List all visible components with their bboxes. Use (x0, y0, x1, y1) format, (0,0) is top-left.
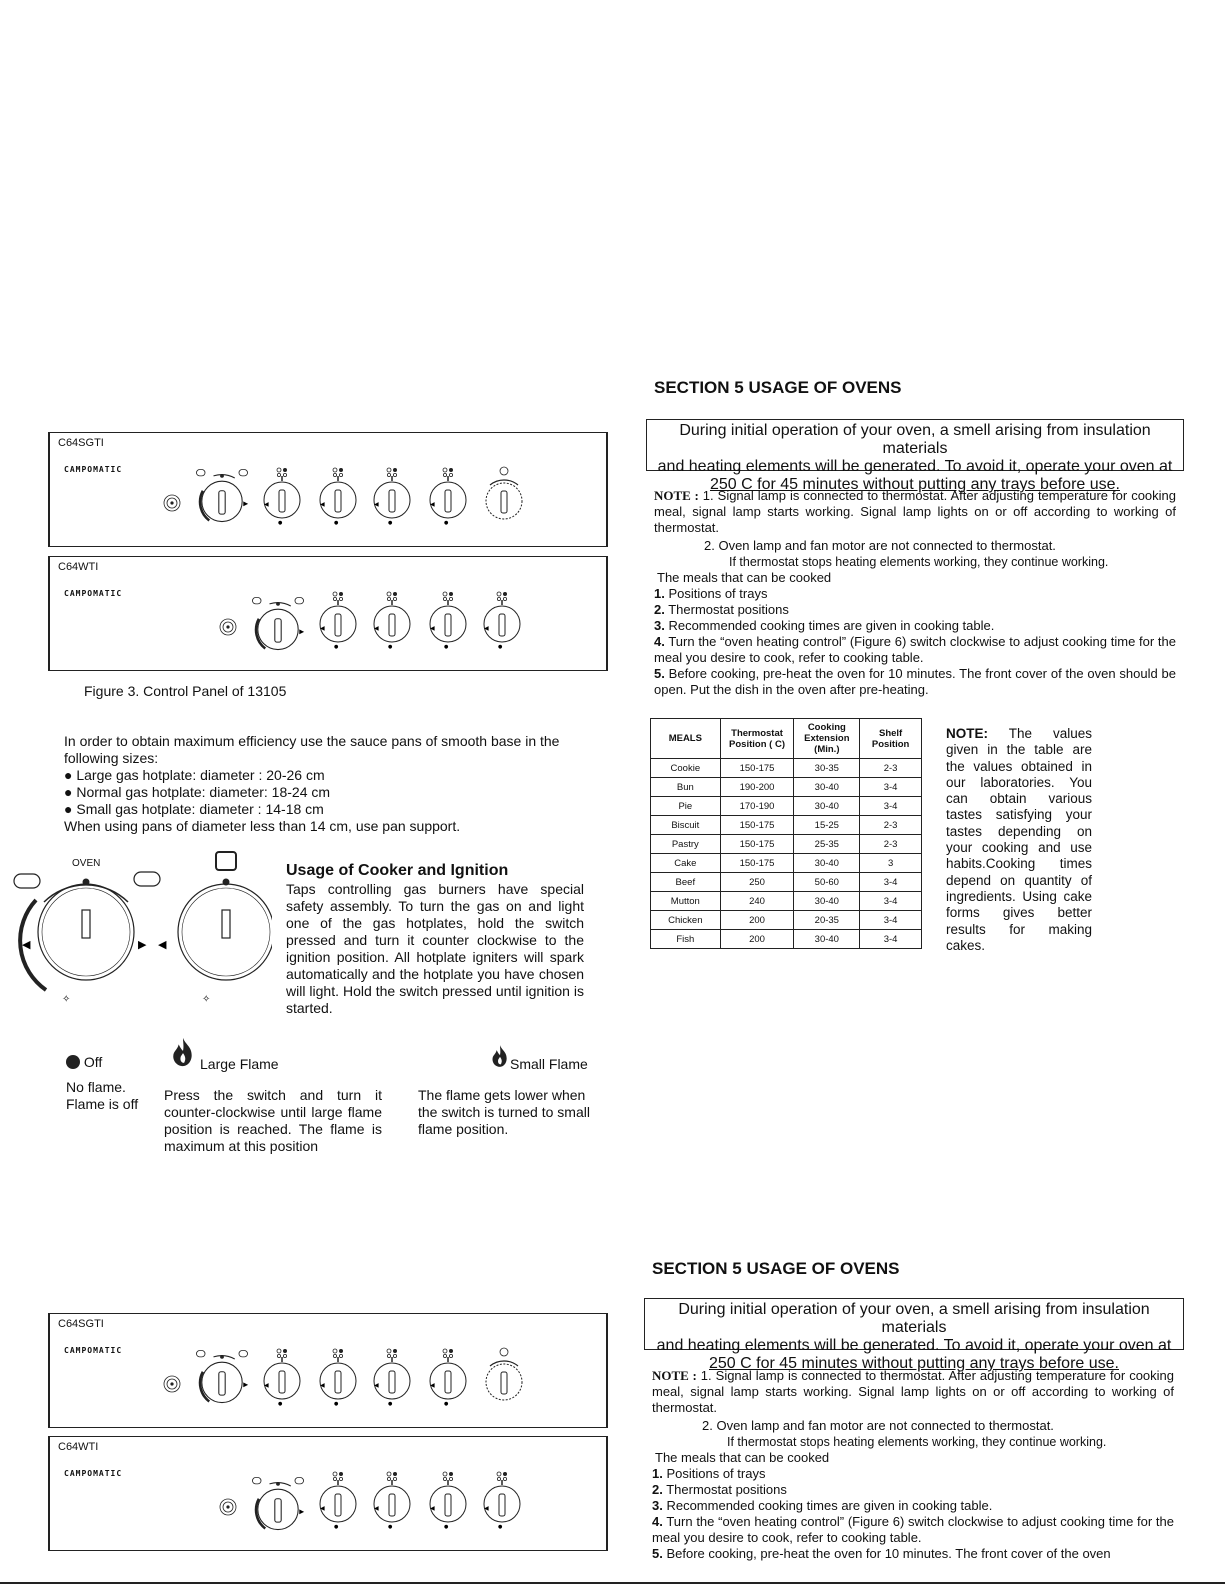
small-flame-text: The flame gets lower when the switch is turned to small flame position. (418, 1087, 590, 1137)
svg-text:✧: ✧ (62, 994, 71, 1005)
table-row: Biscuit 150-175 15-25 2-3 (651, 816, 922, 835)
igniter-icon (218, 1497, 238, 1517)
table-row: Fish 200 30-40 3-4 (651, 930, 922, 949)
burner-knob-icon (372, 1469, 412, 1531)
page-bottom-rule (0, 1582, 1225, 1584)
burner-knob-icon (482, 589, 522, 651)
burner-knob-icon (428, 1346, 468, 1408)
list-item: ● Normal gas hotplate: diameter: 18-24 cm (64, 784, 331, 800)
large-flame-label: Large Flame (200, 1056, 279, 1072)
pan-sizes-block (64, 733, 614, 835)
igniter-icon (162, 493, 182, 513)
section-title: SECTION 5 USAGE OF OVENS (652, 1259, 900, 1278)
burner-knob-icon (428, 1469, 468, 1531)
column-header: Thermostat Position ( C) (720, 719, 794, 759)
section-title: SECTION 5 USAGE OF OVENS (654, 378, 902, 397)
column-header: MEALS (651, 719, 721, 759)
large-flame-icon (170, 1036, 196, 1068)
burner-knob-icon (318, 1469, 358, 1531)
pan-sizes-intro: In order to obtain maximum efficiency use the sauce pans of smooth base in the following sizes: (64, 733, 560, 766)
column-header: Shelf Position (860, 719, 922, 759)
burner-knob-icon (372, 589, 412, 651)
brand-logo: CAMPOMATIC (64, 589, 123, 598)
brand-logo: CAMPOMATIC (64, 1346, 123, 1355)
igniter-icon (162, 1374, 182, 1394)
table-row: Bun 190-200 30-40 3-4 (651, 778, 922, 797)
svg-text:◀: ◀ (22, 938, 31, 951)
burner-knob-icon (262, 1346, 302, 1408)
pan-sizes-closing: When using pans of diameter less than 14 cm, use pan support. (64, 818, 461, 834)
timer-knob-icon (484, 1346, 524, 1410)
brand-logo: CAMPOMATIC (64, 1469, 123, 1478)
table-note: NOTE: The values given in the table are the values obtained in our laboratories. You can obtain various tastes satisfying your tastes depending on your cooking and use habits.Cooking times depend on quantity of ingredients. Using cake forms gives better results for making cakes. (946, 726, 1092, 953)
oven-knob-icon (246, 589, 310, 657)
burner-knob-icon (318, 465, 358, 527)
panel-model-label: C64SGTI (58, 437, 104, 449)
list-item: ● Large gas hotplate: diameter : 20-26 cm (64, 767, 325, 783)
figure-caption: Figure 3. Control Panel of 13105 (84, 683, 287, 699)
table-row: Pie 170-190 30-40 3-4 (651, 797, 922, 816)
table-header-row (651, 719, 922, 759)
column-header: Cooking Extension (Min.) (794, 719, 860, 759)
control-panel-c64sgti (48, 1313, 608, 1428)
ignition-text: Taps controlling gas burners have special safety assembly. To turn the gas on and light one of the gas hotplates, hold the switch pressed and turn it counter clockwise to the ignition position. All hotplate igniters will spark automatically and the hotplate you have chosen will light. Hold the switch pressed until ignition is started. (286, 881, 584, 1016)
brand-logo: CAMPOMATIC (64, 465, 123, 474)
off-icon (66, 1055, 80, 1069)
control-panel-c64wti (48, 1436, 608, 1551)
warning-box: During initial operation of your oven, a smell arising from insulation materials and heating elements will be generated. To avoid it, operate your oven at 250 C for 45 minutes without putting any trays before use. (644, 1298, 1184, 1350)
table-row: Pastry 150-175 25-35 2-3 (651, 835, 922, 854)
burner-knob-icon (372, 1346, 412, 1408)
large-flame-text: Press the switch and turn it counter-clockwise until large flame position is reached. The flame is maximum at this position (164, 1087, 382, 1154)
ignition-knobs-illustration (10, 850, 272, 1010)
ignition-title: Usage of Cooker and Ignition (286, 862, 509, 879)
flame-off-block: Off No flame. Flame is off (66, 1054, 139, 1112)
table-row: Chicken 200 20-35 3-4 (651, 911, 922, 930)
ignition-symbol-icon (216, 852, 236, 870)
section-notes: NOTE : 1. Signal lamp is connected to thermostat. After adjusting temperature for cooking meal, signal lamp starts working. Signal lamp lights on or off according to working of thermostat. 2. Oven lamp and fan motor are not connected to thermostat. If thermostat stops heating elements working, they continue working. The meals that can be cooked 1. Positions of trays 2. Thermostat positions 3. Recommended cooking times are given in cooking table. 4. Turn the “oven heating control” (Figure 6) switch clockwise to adjust cooking time for the meal you desire to cook, refer to cooking table. 5. Before cooking, pre-heat the oven for 10 minutes. The front cover of the oven (652, 1368, 1175, 1561)
list-item: ● Small gas hotplate: diameter : 14-18 cm (64, 801, 324, 817)
burner-knob-icon (318, 589, 358, 651)
svg-text:▶: ▶ (138, 938, 147, 951)
fan-icon (134, 872, 160, 886)
igniter-icon (218, 617, 238, 637)
burner-knob-icon (428, 589, 468, 651)
table-row: Beef 250 50-60 3-4 (651, 873, 922, 892)
oven-knob-icon (190, 461, 254, 529)
burner-knob-icon (428, 465, 468, 527)
small-flame-label: Small Flame (510, 1056, 588, 1072)
oven-label: OVEN (72, 858, 101, 869)
timer-knob-icon (484, 465, 524, 529)
cooking-table (650, 718, 922, 949)
panel-model-label: C64WTI (58, 561, 99, 573)
control-panel-c64wti (48, 556, 608, 671)
panel-model-label: C64WTI (58, 1441, 99, 1453)
warning-box: During initial operation of your oven, a smell arising from insulation materials and heating elements will be generated. To avoid it, operate your oven at 250 C for 45 minutes without putting any trays before use. (646, 419, 1184, 471)
table-row: Cake 150-175 30-40 3 (651, 854, 922, 873)
oven-knob-icon (246, 1469, 310, 1537)
burner-knob-icon (318, 1346, 358, 1408)
svg-text:✧: ✧ (202, 994, 211, 1005)
oven-lamp-icon (14, 874, 40, 888)
burner-knob-icon (262, 465, 302, 527)
oven-knob-icon (190, 1342, 254, 1410)
burner-knob-icon (482, 1469, 522, 1531)
panel-model-label: C64SGTI (58, 1318, 104, 1330)
svg-text:◀: ◀ (158, 938, 167, 951)
table-row: Mutton 240 30-40 3-4 (651, 892, 922, 911)
table-row: Cookie 150-175 30-35 2-3 (651, 759, 922, 778)
burner-knob-icon (372, 465, 412, 527)
small-flame-icon (490, 1044, 510, 1068)
section-notes: NOTE : 1. Signal lamp is connected to thermostat. After adjusting temperature for cooking meal, signal lamp starts working. Signal lamp lights on or off according to working of thermostat. 2. Oven lamp and fan motor are not connected to thermostat. If thermostat stops heating elements working, they continue working. The meals that can be cooked 1. Positions of trays 2. Thermostat positions 3. Recommended cooking times are given in cooking table. 4. Turn the “oven heating control” (Figure 6) switch clockwise to adjust cooking time for the meal you desire to cook, refer to cooking table. 5. Before cooking, pre-heat the oven for 10 minutes. The front cover of the oven should be open. Put the dish in the oven after pre-heating. (654, 488, 1177, 697)
control-panel-c64sgti (48, 432, 608, 547)
